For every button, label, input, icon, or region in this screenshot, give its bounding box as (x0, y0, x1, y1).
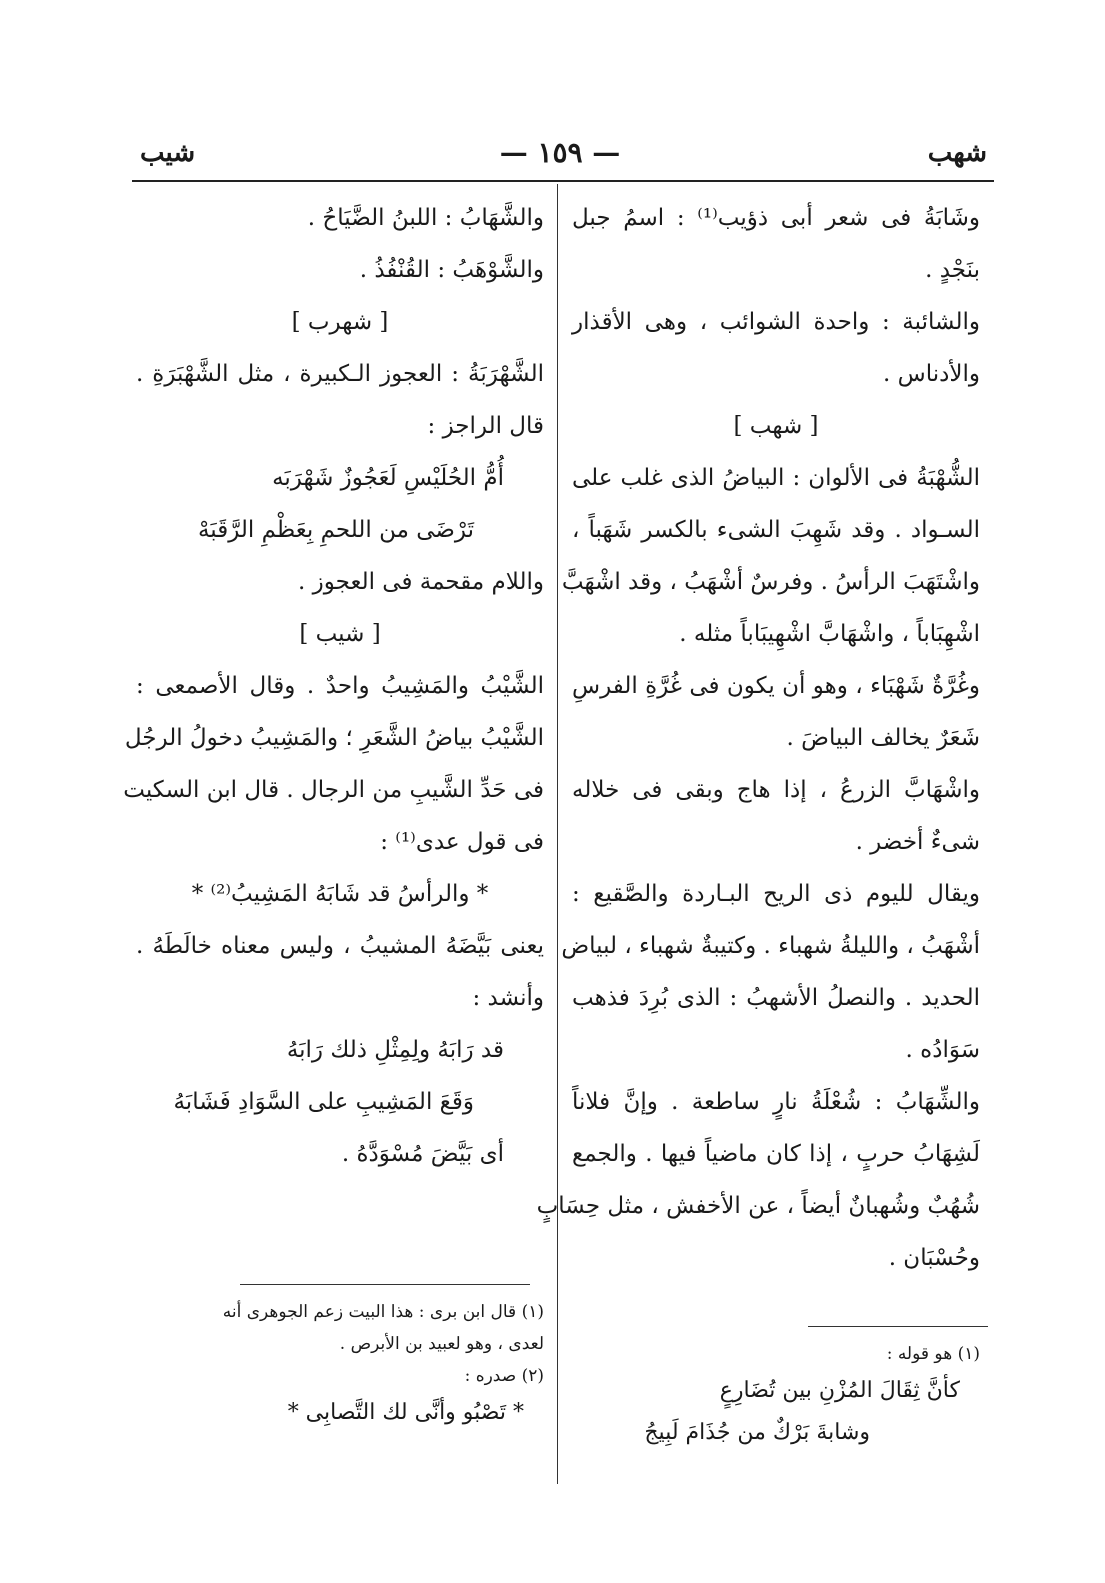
text-line: الحديد . والنصلُ الأشهبُ : الذى بُرِدَ فذهب (572, 985, 980, 1011)
footnote-rule (808, 1326, 988, 1327)
footnote-verse: وشابةَ بَرْكٌ من جُذَامَ لَبِيجُ (644, 1420, 870, 1445)
verse-line: * والرأسُ قد شَابَهُ المَشِيبُ⁽²⁾ * (191, 881, 489, 907)
entry-heading: [ شهرب ] (291, 309, 389, 335)
footnotes-left (136, 1296, 544, 1434)
text-line: فى حَدِّ الشَّيبِ من الرجال . قال ابن السكيت (123, 777, 544, 803)
text-line: شىءٌ أخضر . (855, 829, 980, 855)
running-head-left: شيب (140, 138, 196, 168)
text-line: سَوَادُه . (905, 1037, 980, 1063)
text-line: فى قول عدى⁽¹⁾ : (380, 829, 544, 855)
entry-heading: [ شهب ] (733, 413, 819, 439)
text-line: أشْهَبُ ، والليلةُ شهباء . وكتيبةٌ شهباء ، لبياض (561, 933, 980, 959)
text-line: واشْتَهَبَ الرأسُ . وفرسٌ أشْهَبُ ، وقد اشْهَبَّ (561, 569, 980, 595)
text-line: شَعَرٌ يخالف البياضَ . (786, 725, 980, 751)
footnote-verse: كأنَّ ثِقَالَ المُزْنِ بين تُضَارِعٍ (719, 1378, 960, 1403)
text-line: شُهُبٌ وشُهبانٌ أيضاً ، عن الأخفش ، مثل حِسَابٍ (536, 1193, 980, 1219)
footnote-rule (240, 1284, 530, 1285)
text-line: وشَابَةُ فى شعر أبى ذؤيب⁽¹⁾ : اسمُ جبل (572, 205, 980, 231)
text-line: السـواد . وقد شَهِبَ الشىء بالكسر شَهَباً ، (572, 517, 980, 543)
verse-line: أُمُّ الحُلَيْسِ لَعَجُوزٌ شَهْرَبَه (272, 465, 504, 491)
text-line: قال الراجز : (427, 413, 544, 439)
text-line: واللام مقحمة فى العجوز . (298, 569, 544, 595)
entry-heading: [ شيب ] (299, 621, 381, 647)
right-column (536, 192, 980, 1284)
text-line: اشْهِبَاباً ، واشْهَابَّ اشْهِيبَاباً مثله . (679, 621, 980, 647)
footnote-verse: * تَصْبُو وأنَّى لك التَّصابِى * (287, 1400, 524, 1425)
text-line: واشْهَابَّ الزرعُ ، إذا هاج وبقى فى خلاله (572, 777, 980, 803)
footnotes-right (572, 1338, 980, 1454)
text-line: ويقال لليوم ذى الريح البـاردة والصَّقيع : (572, 881, 980, 907)
text-line: والشائبة : واحدة الشوائب ، وهى الأقذار (572, 309, 980, 335)
text-line: أى بَيَّضَ مُسْوَدَّهُ . (341, 1141, 504, 1167)
text-line: وأنشد : (472, 985, 544, 1011)
text-line: الشَّيْبُ والمَشِيبُ واحدٌ . وقال الأصمعى : (136, 673, 544, 699)
text-line: وحُسْبَان . (888, 1245, 980, 1271)
text-line: بنَجْدٍ . (925, 257, 980, 283)
footnote-text: لعدى ، وهو لعبيد بن الأبرص . (339, 1334, 544, 1354)
text-line: يعنى بَيَّضَهُ المشيبُ ، وليس معناه خالَطَهُ . (136, 933, 544, 959)
verse-line: وَقَعَ المَشِيبِ على السَّوَادِ فَشَابَهُ (173, 1089, 474, 1115)
verse-line: تَرْضَى من اللحمِ بِعَظْمِ الرَّقَبَهْ (197, 517, 474, 543)
verse-line: قد رَابَهُ ولِمِثْلِ ذلك رَابَهُ (286, 1037, 504, 1063)
text-line: الشَّهْرَبَةُ : العجوز الـكبيرة ، مثل الشَّهْبَرَةِ . (136, 361, 544, 387)
text-line: والأدناس . (883, 361, 980, 387)
text-line: لَشِهَابُ حربٍ ، إذا كان ماضياً فيها . والجمع (572, 1141, 980, 1167)
text-line: والشَّهَابُ : اللبنُ الضَّيَاحُ . (307, 205, 544, 231)
text-line: والشِّهَابُ : شُعْلَةُ نارٍ ساطعة . وإنَّ فلاناً (572, 1089, 980, 1115)
text-line: والشَّوْهَبُ : القُنْفُذُ . (359, 257, 544, 283)
footnote-text: (٢) صدره : (464, 1366, 544, 1386)
left-column (123, 192, 544, 1180)
text-line: الشُّهْبَةُ فى الألوان : البياضُ الذى غلب على (572, 465, 980, 491)
header-rule (132, 180, 994, 182)
footnote-text: (١) قال ابن برى : هذا البيت زعم الجوهرى أنه (222, 1302, 544, 1322)
footnote-text: (١) هو قوله : (886, 1344, 980, 1364)
running-head-right: شهب (927, 138, 987, 168)
text-line: الشَّيْبُ بياضُ الشَّعَرِ ؛ والمَشِيبُ دخولُ الرجُل (124, 725, 544, 751)
page-number: — ١٥٩ — (499, 136, 621, 169)
text-line: وغُرَّةٌ شَهْبَاء ، وهو أن يكون فى غُرَّةِ الفرسِ (572, 673, 980, 699)
column-divider (557, 184, 558, 1484)
